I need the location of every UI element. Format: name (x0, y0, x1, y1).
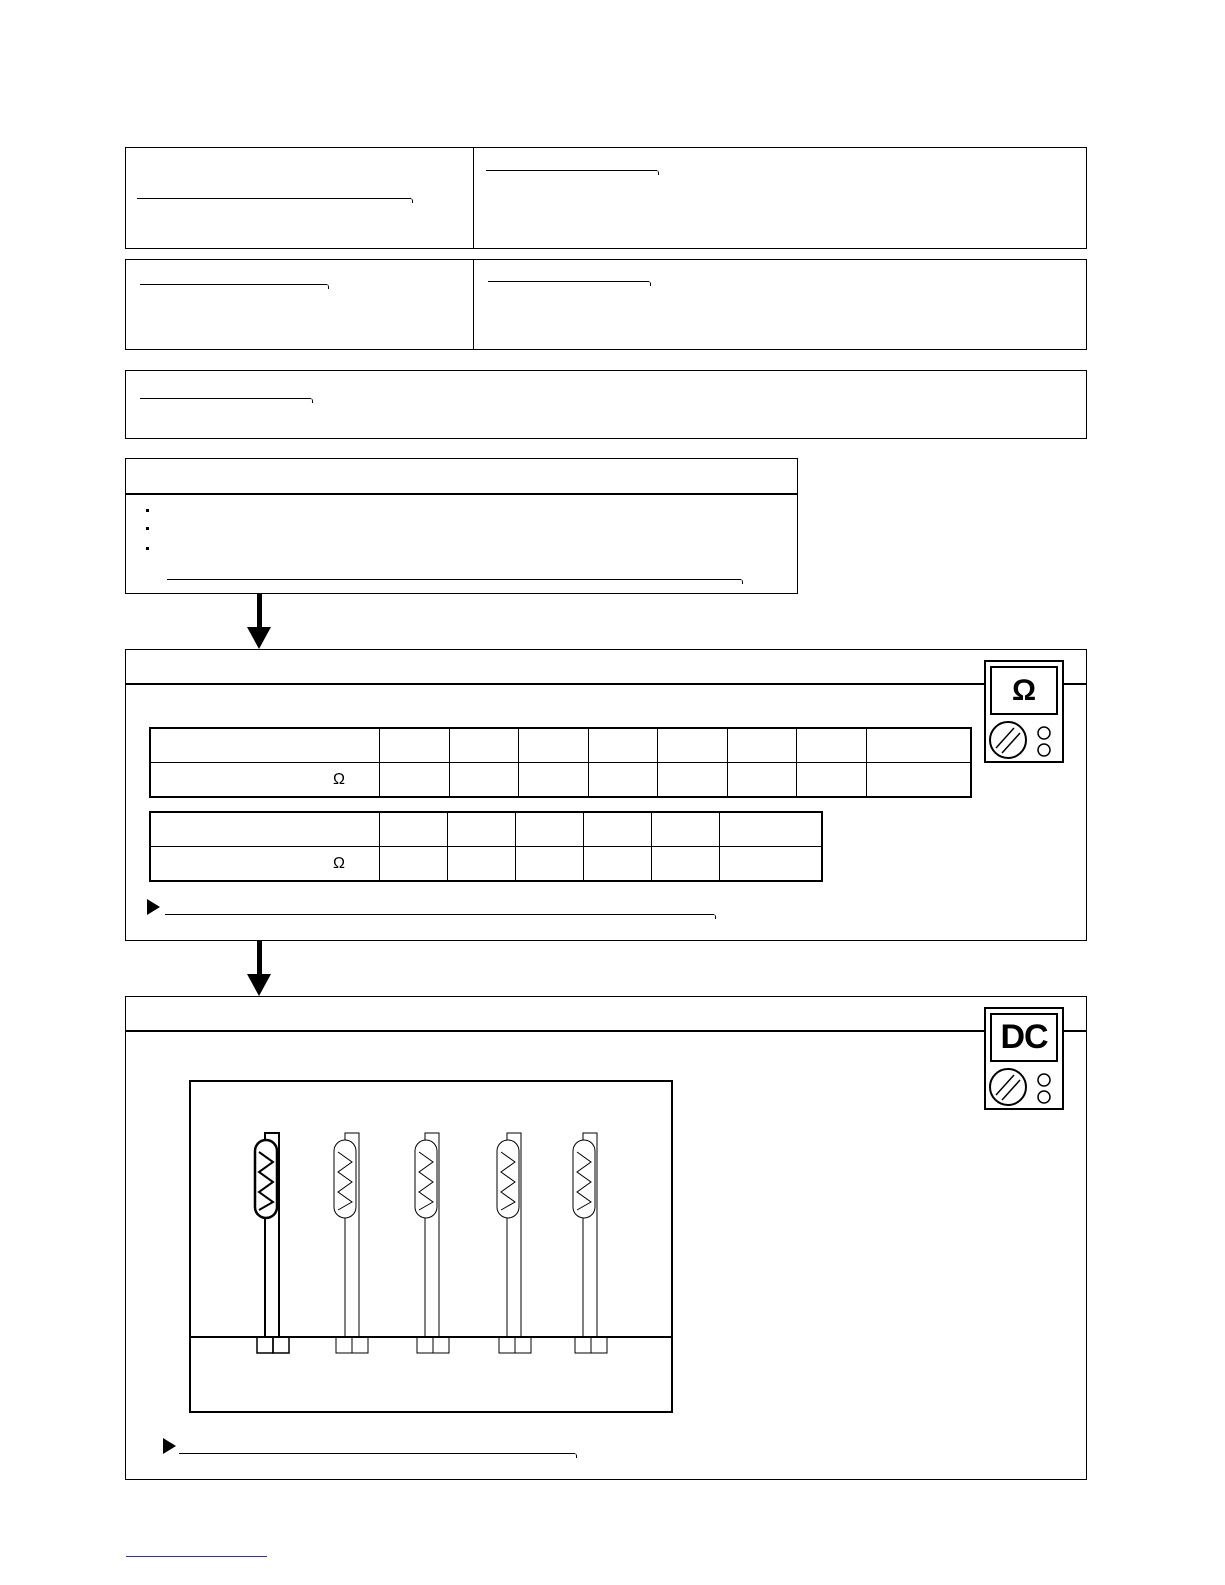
link-underline[interactable] (140, 398, 311, 399)
sensor-diagram (189, 1080, 673, 1413)
step-header-rule (126, 683, 1086, 685)
sensor-diagram-drawing (191, 1082, 671, 1411)
table-cell (797, 728, 867, 763)
sensor-probe-icon (497, 1133, 531, 1353)
table-cell (727, 763, 797, 798)
bullet (146, 547, 149, 550)
flow-arrow-head (247, 627, 271, 649)
sensor-probe-icon (573, 1133, 607, 1353)
link-underline[interactable] (140, 284, 327, 285)
ohmmeter-icon (984, 660, 1064, 763)
table-cell (652, 812, 720, 847)
table-cell (380, 763, 450, 798)
bullet (146, 509, 149, 512)
step-1-box (125, 458, 798, 594)
table-cell (658, 763, 728, 798)
step-3-box (125, 996, 1087, 1480)
table-cell (380, 812, 448, 847)
ohm-symbol: Ω (1011, 673, 1037, 707)
link-underline[interactable] (137, 198, 411, 199)
table-cell (380, 728, 450, 763)
play-triangle-icon (163, 1438, 176, 1454)
table-cell (720, 812, 822, 847)
flow-arrow-shaft (257, 941, 262, 975)
sensor-probe-icon (255, 1133, 289, 1353)
table-cell (588, 763, 658, 798)
play-triangle-icon (147, 899, 160, 915)
link-underline[interactable] (486, 170, 657, 171)
dc-label: DC (1000, 1018, 1048, 1056)
table-cell (519, 763, 589, 798)
table-label (150, 812, 380, 847)
table-cell (584, 812, 652, 847)
sensor-probe-icon (415, 1133, 449, 1353)
table-cell (867, 728, 971, 763)
meter-dial-icon (986, 1061, 1062, 1111)
table-cell (516, 812, 584, 847)
table-cell (797, 763, 867, 798)
table-cell (658, 728, 728, 763)
step-header-rule (126, 1030, 1086, 1032)
ohm-unit-label: Ω (150, 763, 380, 798)
footer-link[interactable] (126, 1556, 267, 1557)
meter-dial-icon (986, 714, 1062, 764)
table-cell (867, 763, 971, 798)
meter-display (990, 666, 1058, 715)
table-cell (519, 728, 589, 763)
bullet (146, 527, 149, 530)
table-cell (448, 812, 516, 847)
step-2-box (125, 649, 1087, 941)
table-cell (584, 847, 652, 882)
meter-display (990, 1013, 1058, 1062)
resistance-table-a (149, 727, 972, 798)
table-cell (588, 728, 658, 763)
table-label (150, 728, 380, 763)
resistance-table-b (149, 811, 823, 882)
info-box-2 (125, 259, 1087, 350)
link-underline[interactable] (167, 579, 741, 580)
divider (473, 148, 474, 248)
table-cell (720, 847, 822, 882)
table-cell (449, 728, 519, 763)
table-cell (448, 847, 516, 882)
link-underline[interactable] (165, 914, 714, 915)
table-cell (652, 847, 720, 882)
flow-arrow-head (247, 974, 271, 996)
table-cell (727, 728, 797, 763)
table-cell (449, 763, 519, 798)
sensor-probe-icon (334, 1133, 368, 1353)
flow-arrow-shaft (257, 594, 262, 628)
info-box-3 (125, 370, 1087, 439)
ohm-unit-label: Ω (150, 847, 380, 882)
table-cell (380, 847, 448, 882)
step-header-rule (126, 493, 797, 495)
table-cell (516, 847, 584, 882)
link-underline[interactable] (179, 1453, 575, 1454)
info-box-1 (125, 147, 1087, 249)
link-underline[interactable] (488, 281, 649, 282)
divider (473, 260, 474, 349)
dc-voltmeter-icon (984, 1007, 1064, 1110)
